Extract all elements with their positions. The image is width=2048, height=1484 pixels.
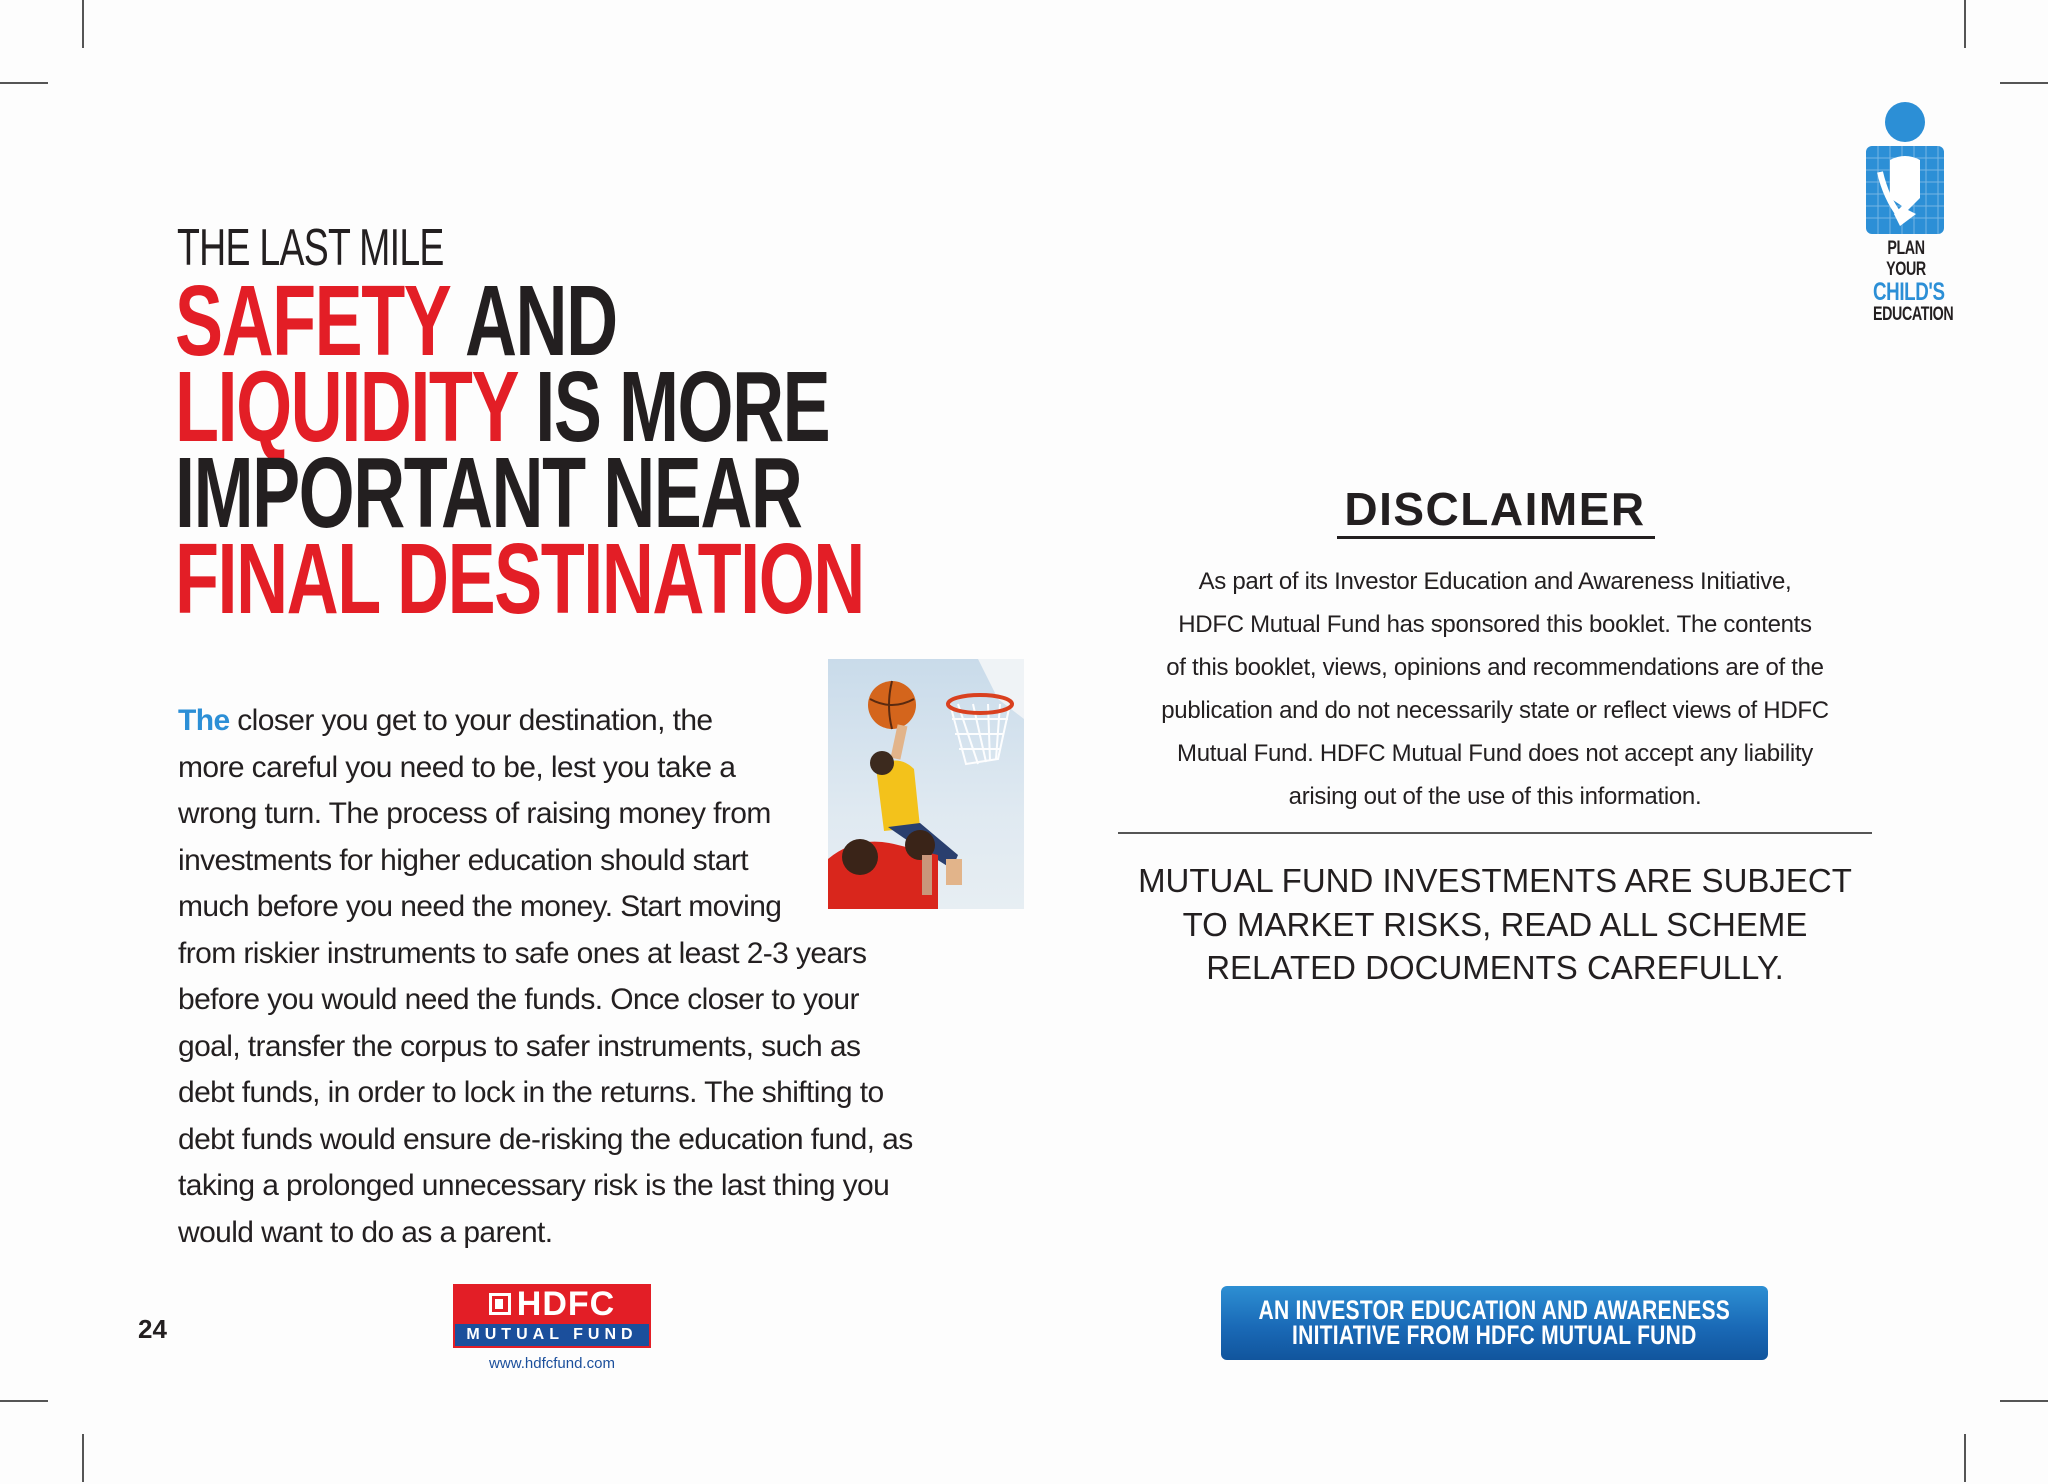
crop-mark	[1964, 1434, 1966, 1482]
hdfc-url: www.hdfcfund.com	[489, 1355, 615, 1372]
risk-line: RELATED DOCUMENTS CAREFULLY.	[1206, 949, 1784, 986]
hdfc-logo-top	[453, 1284, 651, 1324]
body-line: much before you need the money. Start moving	[178, 890, 782, 923]
disclaimer-line: Mutual Fund. HDFC Mutual Fund does not accept any liability	[1177, 740, 1813, 767]
page-number: 24	[138, 1314, 167, 1344]
divider	[1118, 832, 1872, 834]
hdfc-square-icon	[489, 1293, 511, 1315]
banner-line: AN INVESTOR EDUCATION AND AWARENESS	[1258, 1295, 1731, 1325]
headline-red-text: FINAL DESTINATION	[175, 523, 864, 635]
body-line: wrong turn. The process of raising money from	[178, 797, 771, 830]
body-lead-word: The	[178, 704, 230, 737]
body-line-text: closer you get to your destination, the	[229, 704, 713, 737]
headline	[175, 265, 1003, 635]
child-figure-icon	[1860, 102, 1950, 242]
crop-mark	[82, 1434, 84, 1482]
hdfc-brand: HDFC	[516, 1284, 616, 1323]
risk-line: MUTUAL FUND INVESTMENTS ARE SUBJECT	[1138, 862, 1852, 899]
disclaimer-title: DISCLAIMER	[1344, 483, 1646, 535]
body-line: investments for higher education should start	[178, 843, 748, 877]
headline-red-text: SAFETY	[175, 265, 450, 377]
disclaimer-underline	[1337, 536, 1655, 539]
disclaimer-line: arising out of the use of this information.	[1288, 783, 1702, 810]
body-line: more careful you need to be, lest you take a	[178, 750, 736, 784]
hdfc-logo-sub: MUTUAL FUND	[453, 1324, 651, 1348]
crop-mark	[2000, 1400, 2048, 1402]
badge-line: EDUCATION	[1873, 304, 1954, 325]
banner-line: INITIATIVE FROM HDFC MUTUAL FUND	[1292, 1320, 1697, 1350]
headline-text: IS MORE	[516, 351, 830, 463]
initiative-banner	[1221, 1286, 1768, 1360]
crop-mark	[0, 82, 48, 84]
crop-mark	[2000, 82, 2048, 84]
plan-education-badge-text	[1873, 238, 1954, 325]
disclaimer-body	[1120, 560, 1870, 818]
disclaimer-line: of this booklet, views, opinions and recommendations are of the	[1166, 654, 1824, 681]
headline-text: IMPORTANT NEAR	[175, 437, 802, 549]
badge-line-highlight: CHILD'S	[1873, 278, 1945, 306]
disclaimer-line: HDFC Mutual Fund has sponsored this booklet. The contents	[1178, 611, 1812, 638]
hdfc-logo	[453, 1284, 651, 1352]
body-line	[178, 698, 808, 745]
headline-red-text: LIQUIDITY	[175, 351, 517, 463]
headline-text: AND	[449, 265, 617, 377]
section-eyebrow: THE LAST MILE	[177, 219, 444, 277]
crop-mark	[1964, 0, 1966, 48]
disclaimer-line: publication and do not necessarily state or reflect views of HDFC	[1161, 697, 1829, 724]
headline-line	[175, 523, 1003, 635]
crop-mark	[0, 1400, 48, 1402]
disclaimer-line: As part of its Investor Education and Awareness Initiative,	[1198, 568, 1792, 595]
badge-line: PLAN YOUR	[1886, 238, 1926, 280]
crop-mark	[82, 0, 84, 48]
banner-text	[1258, 1295, 1731, 1350]
body-rest: from riskier instruments to safe ones at least 2-3 years before you would need the funds. Once closer to your goal, transfer the corpus to safer instruments, such as debt funds, in order to lock in the returns. The shifting to debt funds would ensure de-risking the education fund, as taking a prolonged unnecessary risk is the last thing you would want to do as a parent.	[178, 936, 913, 1249]
risk-warning	[1110, 859, 1880, 990]
body-paragraph	[178, 698, 918, 1256]
risk-line: TO MARKET RISKS, READ ALL SCHEME	[1182, 905, 1808, 943]
